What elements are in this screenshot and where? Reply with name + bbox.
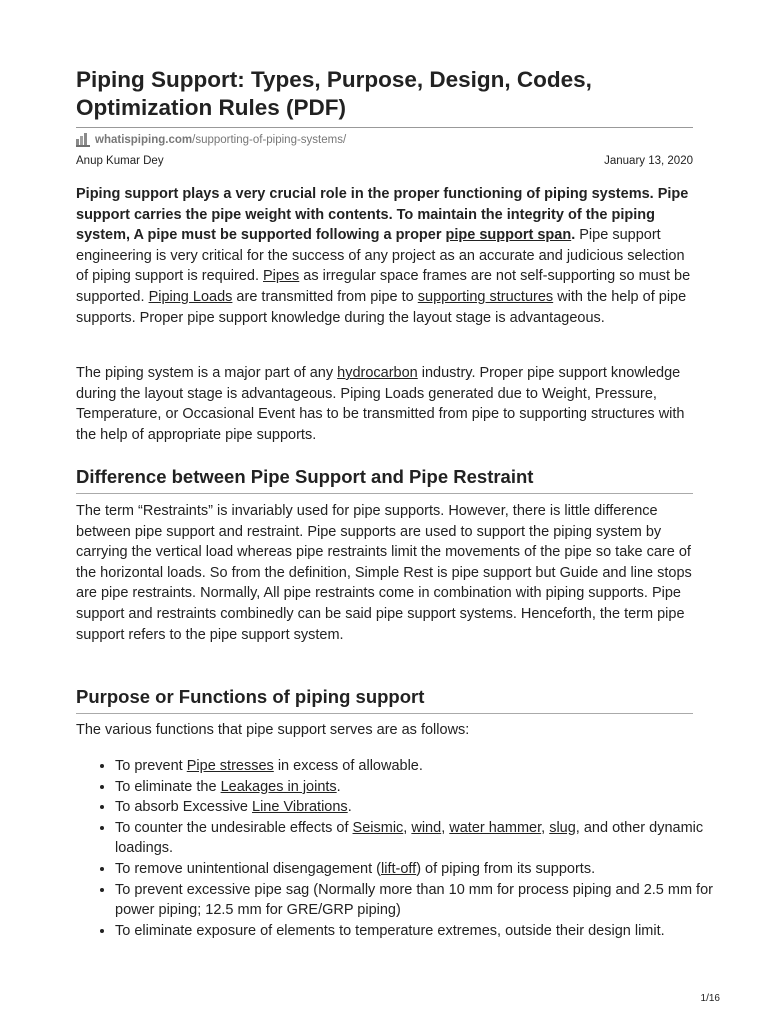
list-item [115,756,732,777]
purpose-list [76,756,732,941]
purpose-intro: The various functions that pipe support serves are as follows: [76,722,470,738]
list-item-text: ) of piping from its supports. [416,860,596,877]
list-item-text: To counter the undesirable effects of [115,819,353,836]
list-item-text: , [541,819,550,836]
wind-link[interactable]: wind [411,819,442,836]
list-item-text: . [347,799,352,816]
intro-bold-end: . [571,227,576,244]
seismic-link[interactable]: Seismic [352,819,404,836]
list-item-text: , [441,819,450,836]
para2-text-1: The piping system is a major part of any [76,365,338,381]
list-item-text: To eliminate the [115,778,221,795]
section-divider-1 [76,493,693,494]
publish-date: January 13, 2020 [604,155,693,167]
intro-text-4: with the help of pipe supports. Proper pipe support knowledge during the layout stage is advantageous. [76,288,687,326]
source-link[interactable] [95,134,346,146]
list-item-text: , [403,819,412,836]
difference-paragraph: The term “Restraints” is invariably used for pipe supports. However, there is little difference between pipe support and restraint. Pipe supports are used to support the piping system by carrying the vertical load whereas pipe restraints limit the movements of the pipe so take care of the horizontal loads. So from the definition, Simple Rest is pipe support but Guide and line stops are pipe restraints. Normally, All pipe restraints come in combination with piping supports. Pipe support and restraints combinedly can be said pipe support systems. Henceforth, the term pipe support refers to the pipe support system. [76,503,692,643]
list-item [115,818,732,859]
supporting-structures-link[interactable]: supporting structures [417,288,554,305]
pipe-support-span-link[interactable]: pipe support span [445,227,572,244]
list-item-text: , and other dynamic loadings. [115,819,704,857]
intro-text-3: are transmitted from pipe to [232,288,418,305]
list-item [115,921,732,942]
source-path: /supporting-of-piping-systems/ [192,134,347,146]
list-item-text: To prevent [115,758,187,774]
lift-off-link[interactable]: lift-off [381,860,417,877]
list-item-text: . [336,778,341,795]
list-item [115,777,732,798]
piping-loads-link[interactable]: Piping Loads [148,288,233,305]
bar-chart-icon [76,133,90,147]
pipe-stresses-link[interactable]: Pipe stresses [186,758,274,774]
para2-text-2: industry. Proper pipe support knowledge during the layout stage is advantageous. Piping Loads generated due to Weight, Pressure, Temperature, or Occasional Event has to be transmitted from pipe to supporting structures with the help of appropriate pipe supports. [76,365,685,443]
second-paragraph [76,363,693,445]
intro-bold-text: Piping support plays a very crucial role in the proper functioning of piping systems. Pipe support carries the pipe weight with contents. To maintain the integrity of the piping system, A pipe must be supported following a proper [76,186,689,244]
intro-text-1: Pipe support engineering is very critical for the success of any project as an accurate and judicious selection of piping support is required. [76,227,685,285]
page-number: 1/16 [700,993,720,1004]
hydrocarbon-link[interactable]: hydrocarbon [337,365,418,381]
section-heading-difference: Difference between Pipe Support and Pipe Restraint [76,466,534,487]
list-item [115,797,732,818]
author: Anup Kumar Dey [76,155,164,167]
list-item [115,859,732,880]
list-item [115,880,732,921]
list-item-text: in excess of allowable. [273,758,423,774]
line-vibrations-link[interactable]: Line Vibrations [252,799,348,816]
list-item-text: To remove unintentional disengagement ( [115,860,381,877]
water-hammer-link[interactable]: water hammer [449,819,542,836]
page-title: Piping Support: Types, Purpose, Design, Codes, Optimization Rules (PDF) [76,67,592,120]
source-domain: whatispiping.com [95,134,193,146]
section-divider-2 [76,713,693,714]
intro-text-2: as irregular space frames are not self-supporting so must be supported. [76,268,691,305]
intro-paragraph [76,184,693,328]
leakages-in-joints-link[interactable]: Leakages in joints [220,778,337,795]
pipes-link[interactable]: Pipes [263,268,300,285]
slug-link[interactable]: slug [549,819,576,836]
title-divider [76,127,693,128]
section-heading-purpose: Purpose or Functions of piping support [76,686,425,707]
list-item-text: To prevent excessive pipe sag (Normally more than 10 mm for process piping and 2.5 mm for power piping; 12.5 mm for GRE/GRP piping) [115,881,713,919]
list-item-text: To absorb Excessive [115,799,253,816]
byline [76,155,693,167]
list-item-text: To eliminate exposure of elements to temperature extremes, outside their design limit. [115,922,665,939]
source-line [76,132,346,148]
